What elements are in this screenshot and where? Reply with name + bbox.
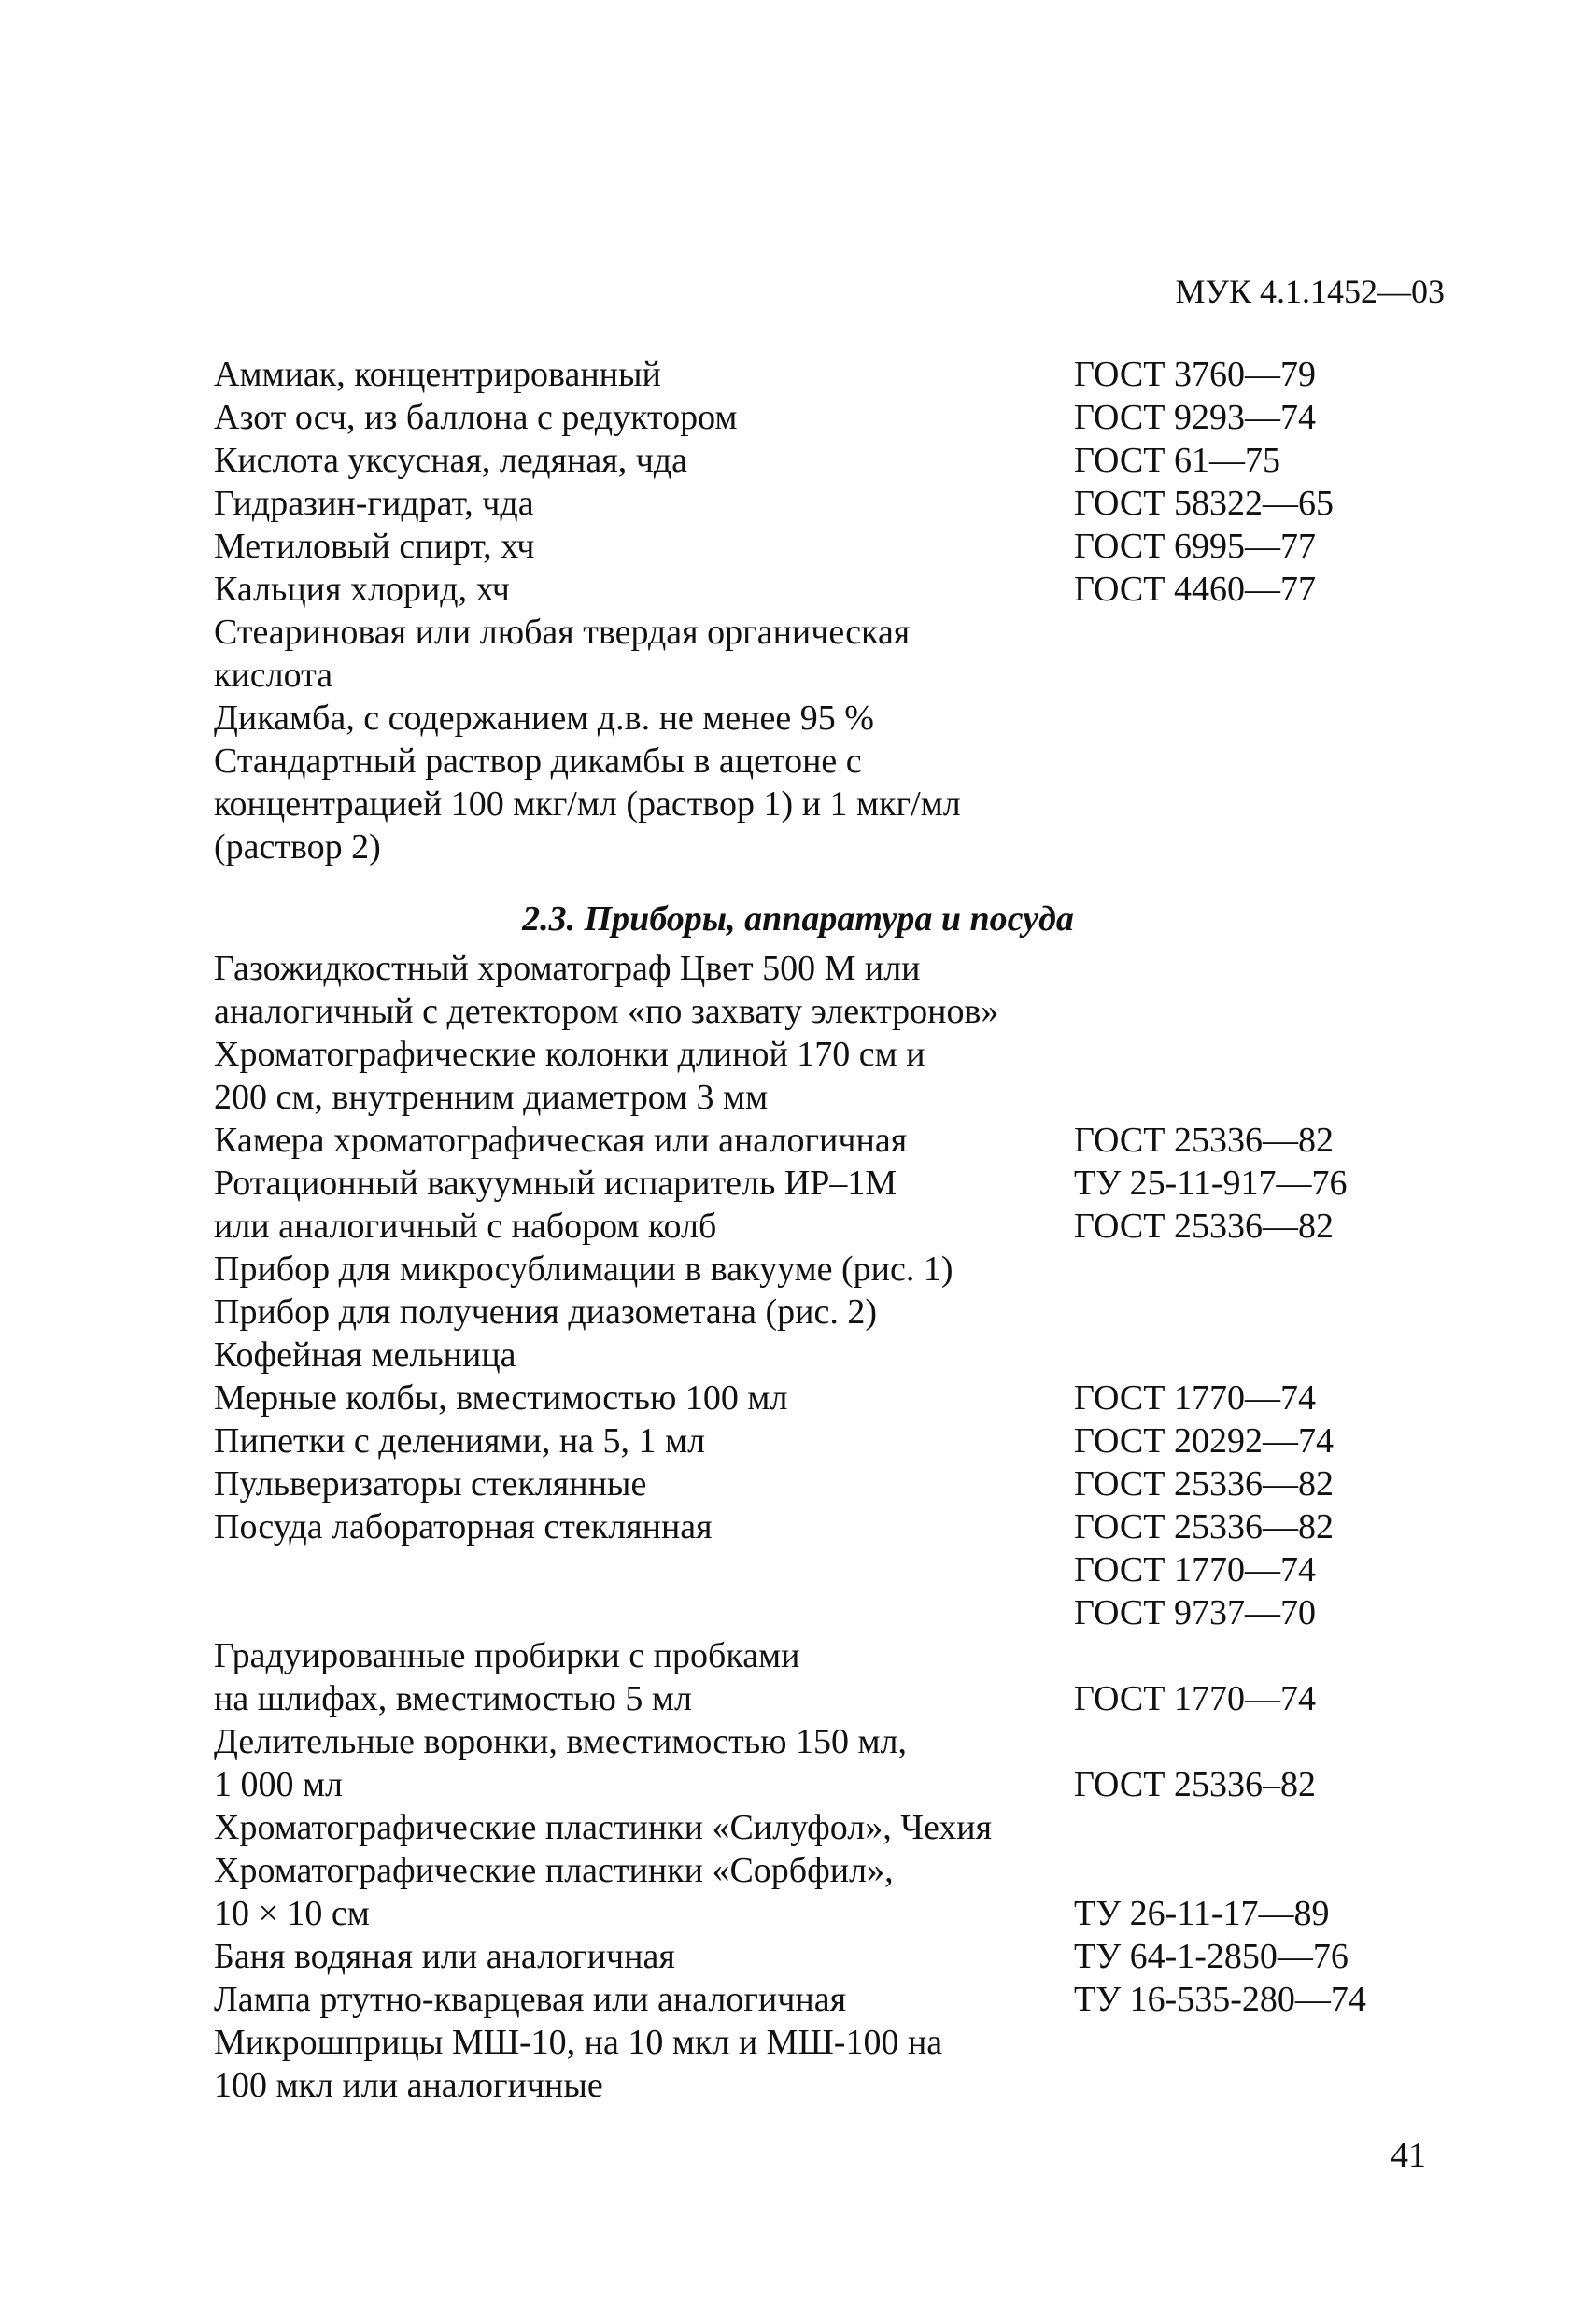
equipment-list [0,947,1596,2107]
standard-reference: ТУ 25-11-917—76 [1074,1164,1348,1203]
standard-reference: ГОСТ 25336—82 [1074,1121,1334,1160]
list-item [0,1033,1596,1076]
list-item [0,1849,1596,1892]
standard-reference: ГОСТ 58322—65 [1074,484,1334,523]
page-number: 41 [1391,2136,1426,2175]
item-name: Кальция хлорид, хч [214,570,510,609]
standard-reference: ГОСТ 25336—82 [1074,1464,1334,1504]
list-item [0,1291,1596,1334]
list-item [0,525,1596,568]
list-item [0,568,1596,611]
list-item [0,947,1596,990]
standard-reference: ТУ 64-1-2850—76 [1074,1937,1349,1976]
section-title: 2.3. Приборы, аппаратура и посуда [522,899,1074,939]
list-item [0,482,1596,525]
item-name: Ротационный вакуумный испаритель ИР–1М [214,1164,897,1203]
list-item [0,1248,1596,1291]
list-item [0,1419,1596,1462]
item-name: Аммиак, концентрированный [214,355,661,394]
list-item [0,1763,1596,1806]
list-item [0,1591,1596,1634]
standard-reference: ГОСТ 20292—74 [1074,1421,1334,1461]
standard-reference: ГОСТ 25336—82 [1074,1207,1334,1246]
list-item [0,353,1596,396]
standard-reference: ГОСТ 1770—74 [1074,1550,1316,1589]
item-name: концентрацией 100 мкг/мл (раствор 1) и 1 мкг/мл [214,784,961,824]
standard-reference: ГОСТ 6995—77 [1074,527,1316,566]
list-item [0,1935,1596,1978]
list-item [0,783,1596,826]
item-name: 10 × 10 см [214,1894,370,1933]
list-item [0,611,1596,654]
standard-reference: ГОСТ 9737—70 [1074,1593,1316,1632]
item-name: Пипетки с делениями, на 5, 1 мл [214,1421,706,1461]
standard-reference: ТУ 26-11-17—89 [1074,1894,1330,1933]
item-name: или аналогичный с набором колб [214,1207,717,1246]
item-name: кислота [214,656,333,695]
item-name: Хроматографические пластинки «Силуфол», Чехия [214,1808,993,1847]
list-item [0,1677,1596,1720]
item-name: Мерные колбы, вместимостью 100 мл [214,1378,788,1418]
list-item [0,1720,1596,1763]
item-name: Метиловый спирт, хч [214,527,535,566]
standard-reference: ГОСТ 61—75 [1074,441,1280,480]
standard-reference: ГОСТ 1770—74 [1074,1378,1316,1418]
list-item [0,697,1596,740]
list-item [0,1634,1596,1677]
item-name: Делительные воронки, вместимостью 150 мл, [214,1722,908,1761]
item-name: Гидразин-гидрат, чда [214,484,534,523]
item-name: Посуда лабораторная стеклянная [214,1507,713,1546]
item-name: Лампа ртутно-кварцевая или аналогичная [214,1980,847,2019]
item-name: Хроматографические колонки длиной 170 см и [214,1035,925,1074]
list-item [0,1892,1596,1935]
list-item [0,2064,1596,2107]
item-name: аналогичный с детектором «по захвату электронов» [214,992,999,1031]
list-item [0,654,1596,697]
item-name: Градуированные пробирки с пробками [214,1636,800,1675]
list-item [0,826,1596,869]
list-item [0,1162,1596,1205]
list-item [0,1505,1596,1548]
item-name: Стандартный раствор дикамбы в ацетоне с [214,741,862,781]
list-item [0,1548,1596,1591]
item-name: 200 см, внутренним диаметром 3 мм [214,1078,769,1117]
standard-reference: ГОСТ 9293—74 [1074,398,1316,437]
item-name: Пульверизаторы стеклянные [214,1464,647,1504]
item-name: Баня водяная или аналогичная [214,1937,675,1976]
item-name: Кислота уксусная, ледяная, чда [214,441,688,480]
item-name: Дикамба, с содержанием д.в. не менее 95 % [214,699,874,738]
list-item [0,439,1596,482]
list-item [0,990,1596,1033]
standard-reference: ГОСТ 4460—77 [1074,570,1316,609]
item-name: на шлифах, вместимостью 5 мл [214,1679,692,1718]
item-name: Микрошприцы МШ-10, на 10 мкл и МШ-100 на [214,2023,943,2062]
item-name: Кофейная мельница [214,1335,516,1375]
document-id: МУК 4.1.1452—03 [1175,273,1445,310]
list-item [0,1462,1596,1505]
item-name: (раствор 2) [214,827,381,867]
item-name: Газожидкостный хроматограф Цвет 500 М или [214,949,921,988]
standard-reference: ГОСТ 25336—82 [1074,1507,1334,1546]
list-item [0,740,1596,783]
standard-reference: ТУ 16-535-280—74 [1074,1980,1366,2019]
standard-reference: ГОСТ 3760—79 [1074,355,1316,394]
item-name: Прибор для получения диазометана (рис. 2) [214,1292,877,1332]
reagents-list [0,353,1596,869]
list-item [0,1978,1596,2021]
item-name: Стеариновая или любая твердая органическая [214,613,911,652]
standard-reference: ГОСТ 25336–82 [1074,1765,1316,1804]
item-name: Хроматографические пластинки «Сорбфил», [214,1851,894,1890]
list-item [0,1076,1596,1119]
item-name: Камера хроматографическая или аналогичная [214,1121,908,1160]
list-item [0,2021,1596,2064]
item-name: 1 000 мл [214,1765,344,1804]
list-item [0,396,1596,439]
item-name: Прибор для микросублимации в вакууме (рис. 1) [214,1250,953,1289]
list-item [0,1119,1596,1162]
list-item [0,1377,1596,1419]
list-item [0,1806,1596,1849]
list-item [0,1334,1596,1377]
item-name: Азот осч, из баллона с редуктором [214,398,738,437]
list-item [0,1205,1596,1248]
item-name: 100 мкл или аналогичные [214,2066,603,2105]
standard-reference: ГОСТ 1770—74 [1074,1679,1316,1718]
